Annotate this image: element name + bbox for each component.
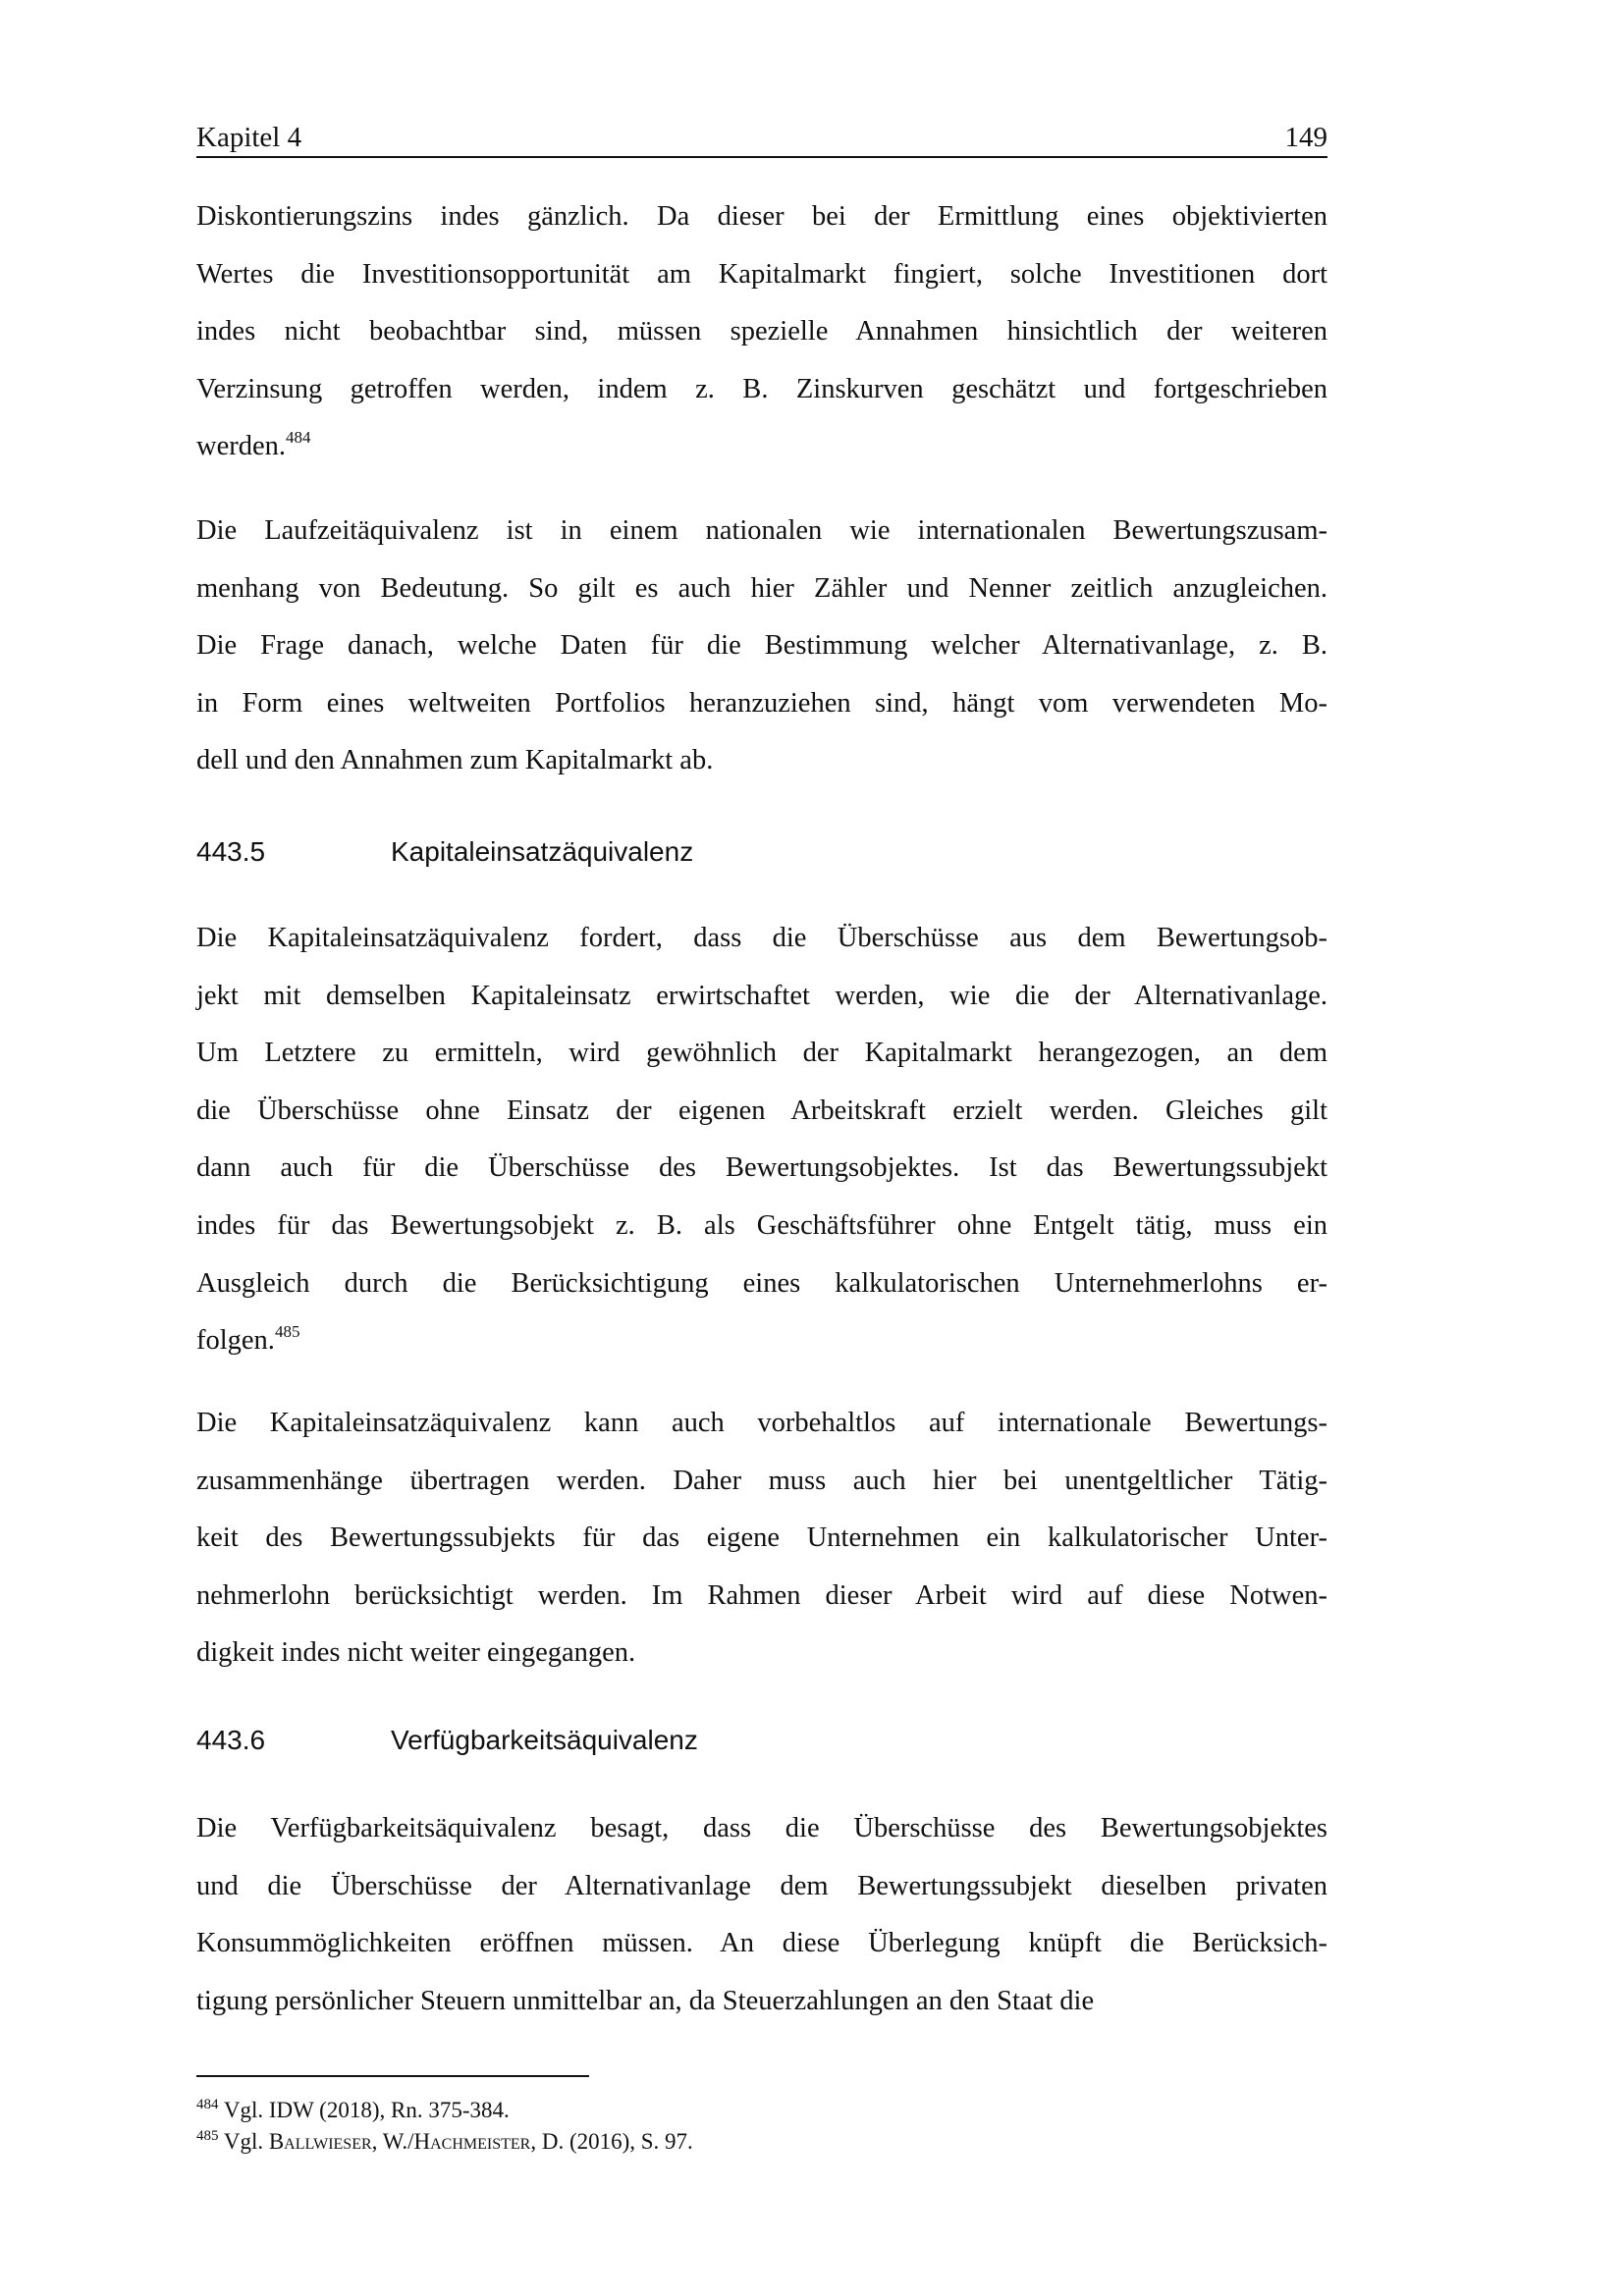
text-line: indes für das Bewertungsobjekt z. B. als Geschäftsführer ohne Entgelt tätig, muss ein: [196, 1209, 1327, 1241]
footnote-reference[interactable]: 485: [274, 1322, 300, 1342]
footnote-text: Vgl. Ballwieser, W./Hachmeister, D. (2016), S. 97.: [223, 2129, 693, 2154]
text-line: jekt mit demselben Kapitaleinsatz erwirtschaftet werden, wie die der Alternativanlage.: [196, 980, 1327, 1011]
page-number: 149: [1284, 122, 1327, 153]
text-line: Um Letztere zu ermitteln, wird gewöhnlich der Kapitalmarkt herangezogen, an dem: [196, 1038, 1327, 1069]
text-line: Wertes die Investitionsopportunität am Kapitalmarkt fingiert, solche Investitionen dort: [196, 258, 1327, 290]
section-heading-443-6: [196, 1721, 698, 1760]
paragraph-4: [196, 1395, 1327, 1682]
footnote-number: 484: [196, 2097, 219, 2112]
text-line: in Form eines weltweiten Portfolios heranzuziehen sind, hängt vom verwendeten Mo-: [196, 687, 1327, 719]
text-line: nehmerlohn berücksichtigt werden. Im Rahmen dieser Arbeit wird auf diese Notwen-: [196, 1579, 1327, 1611]
footnote-text: Vgl. IDW (2018), Rn. 375-384.: [223, 2098, 510, 2122]
footnote-484: [196, 2095, 510, 2126]
text-line: Die Kapitaleinsatzäquivalenz fordert, dass die Überschüsse aus dem Bewertungsob-: [196, 923, 1327, 953]
text-line: dell und den Annahmen zum Kapitalmarkt ab.: [196, 745, 714, 776]
text-line: Verzinsung getroffen werden, indem z. B. Zinskurven geschätzt und fortgeschrieben: [196, 373, 1327, 404]
heading-title: Verfügbarkeitsäquivalenz: [391, 1725, 698, 1755]
footnote-number: 485: [196, 2128, 219, 2144]
text-line: Die Frage danach, welche Daten für die Bestimmung welcher Alternativanlage, z. B.: [196, 630, 1327, 662]
text-line: Konsummöglichkeiten eröffnen müssen. An diese Überlegung knüpft die Berücksich-: [196, 1928, 1327, 1959]
text-line: werden.$^{484}$: [196, 428, 311, 462]
text-line: indes nicht beobachtbar sind, müssen spezielle Annahmen hinsichtlich der weiteren: [196, 316, 1327, 347]
footnote-rule: [196, 2075, 589, 2077]
text-line: menhang von Bedeutung. So gilt es auch hier Zähler und Nenner zeitlich anzugleichen.: [196, 572, 1327, 604]
text-line: digkeit indes nicht weiter eingegangen.: [196, 1637, 636, 1669]
paragraph-1: [196, 188, 1327, 476]
text-line: zusammenhänge übertragen werden. Daher muss auch hier bei unentgeltlicher Tätig-: [196, 1465, 1327, 1496]
text-line: Die Verfügbarkeitsäquivalenz besagt, dass die Überschüsse des Bewertungsobjektes: [196, 1813, 1327, 1843]
paragraph-5: [196, 1800, 1327, 2030]
heading-number: 443.6: [196, 1725, 266, 1755]
heading-number: 443.5: [196, 836, 266, 867]
text-line: Die Laufzeitäquivalenz ist in einem nationalen wie internationalen Bewertungszusam-: [196, 515, 1327, 546]
text-line: und die Überschüsse der Alternativanlage dem Bewertungssubjekt dieselben privaten: [196, 1870, 1327, 1901]
section-heading-443-5: [196, 832, 694, 872]
footnote-reference[interactable]: 484: [286, 428, 311, 448]
header-rule: [196, 156, 1327, 158]
text-line: tigung persönlicher Steuern unmittelbar an, da Steuerzahlungen an den Staat die: [196, 1985, 1095, 2016]
author-name: Hachmeister: [413, 2129, 531, 2154]
running-header: [196, 118, 1327, 157]
text-line: keit des Bewertungssubjekts für das eigene Unternehmen ein kalkulatorischer Unter-: [196, 1522, 1327, 1554]
text-line: Ausgleich durch die Berücksichtigung eines kalkulatorischen Unternehmerlohns er-: [196, 1267, 1327, 1299]
text-line: dann auch für die Überschüsse des Bewertungsobjektes. Ist das Bewertungssubjekt: [196, 1152, 1327, 1184]
paragraph-2: [196, 503, 1327, 790]
text-line: die Überschüsse ohne Einsatz der eigenen Arbeitskraft erzielt werden. Gleiches gilt: [196, 1095, 1327, 1126]
chapter-label: Kapitel 4: [196, 122, 302, 153]
text-line: Die Kapitaleinsatzäquivalenz kann auch vorbehaltlos auf internationale Bewertungs-: [196, 1408, 1327, 1438]
text-line: Diskontierungszins indes gänzlich. Da dieser bei der Ermittlung eines objektivierten: [196, 201, 1327, 232]
author-name: Ballwieser: [268, 2129, 372, 2154]
footnote-485: [196, 2126, 693, 2158]
paragraph-3: [196, 910, 1327, 1370]
heading-title: Kapitaleinsatzäquivalenz: [391, 836, 694, 867]
text-line: folgen.$^{485}$: [196, 1322, 300, 1357]
